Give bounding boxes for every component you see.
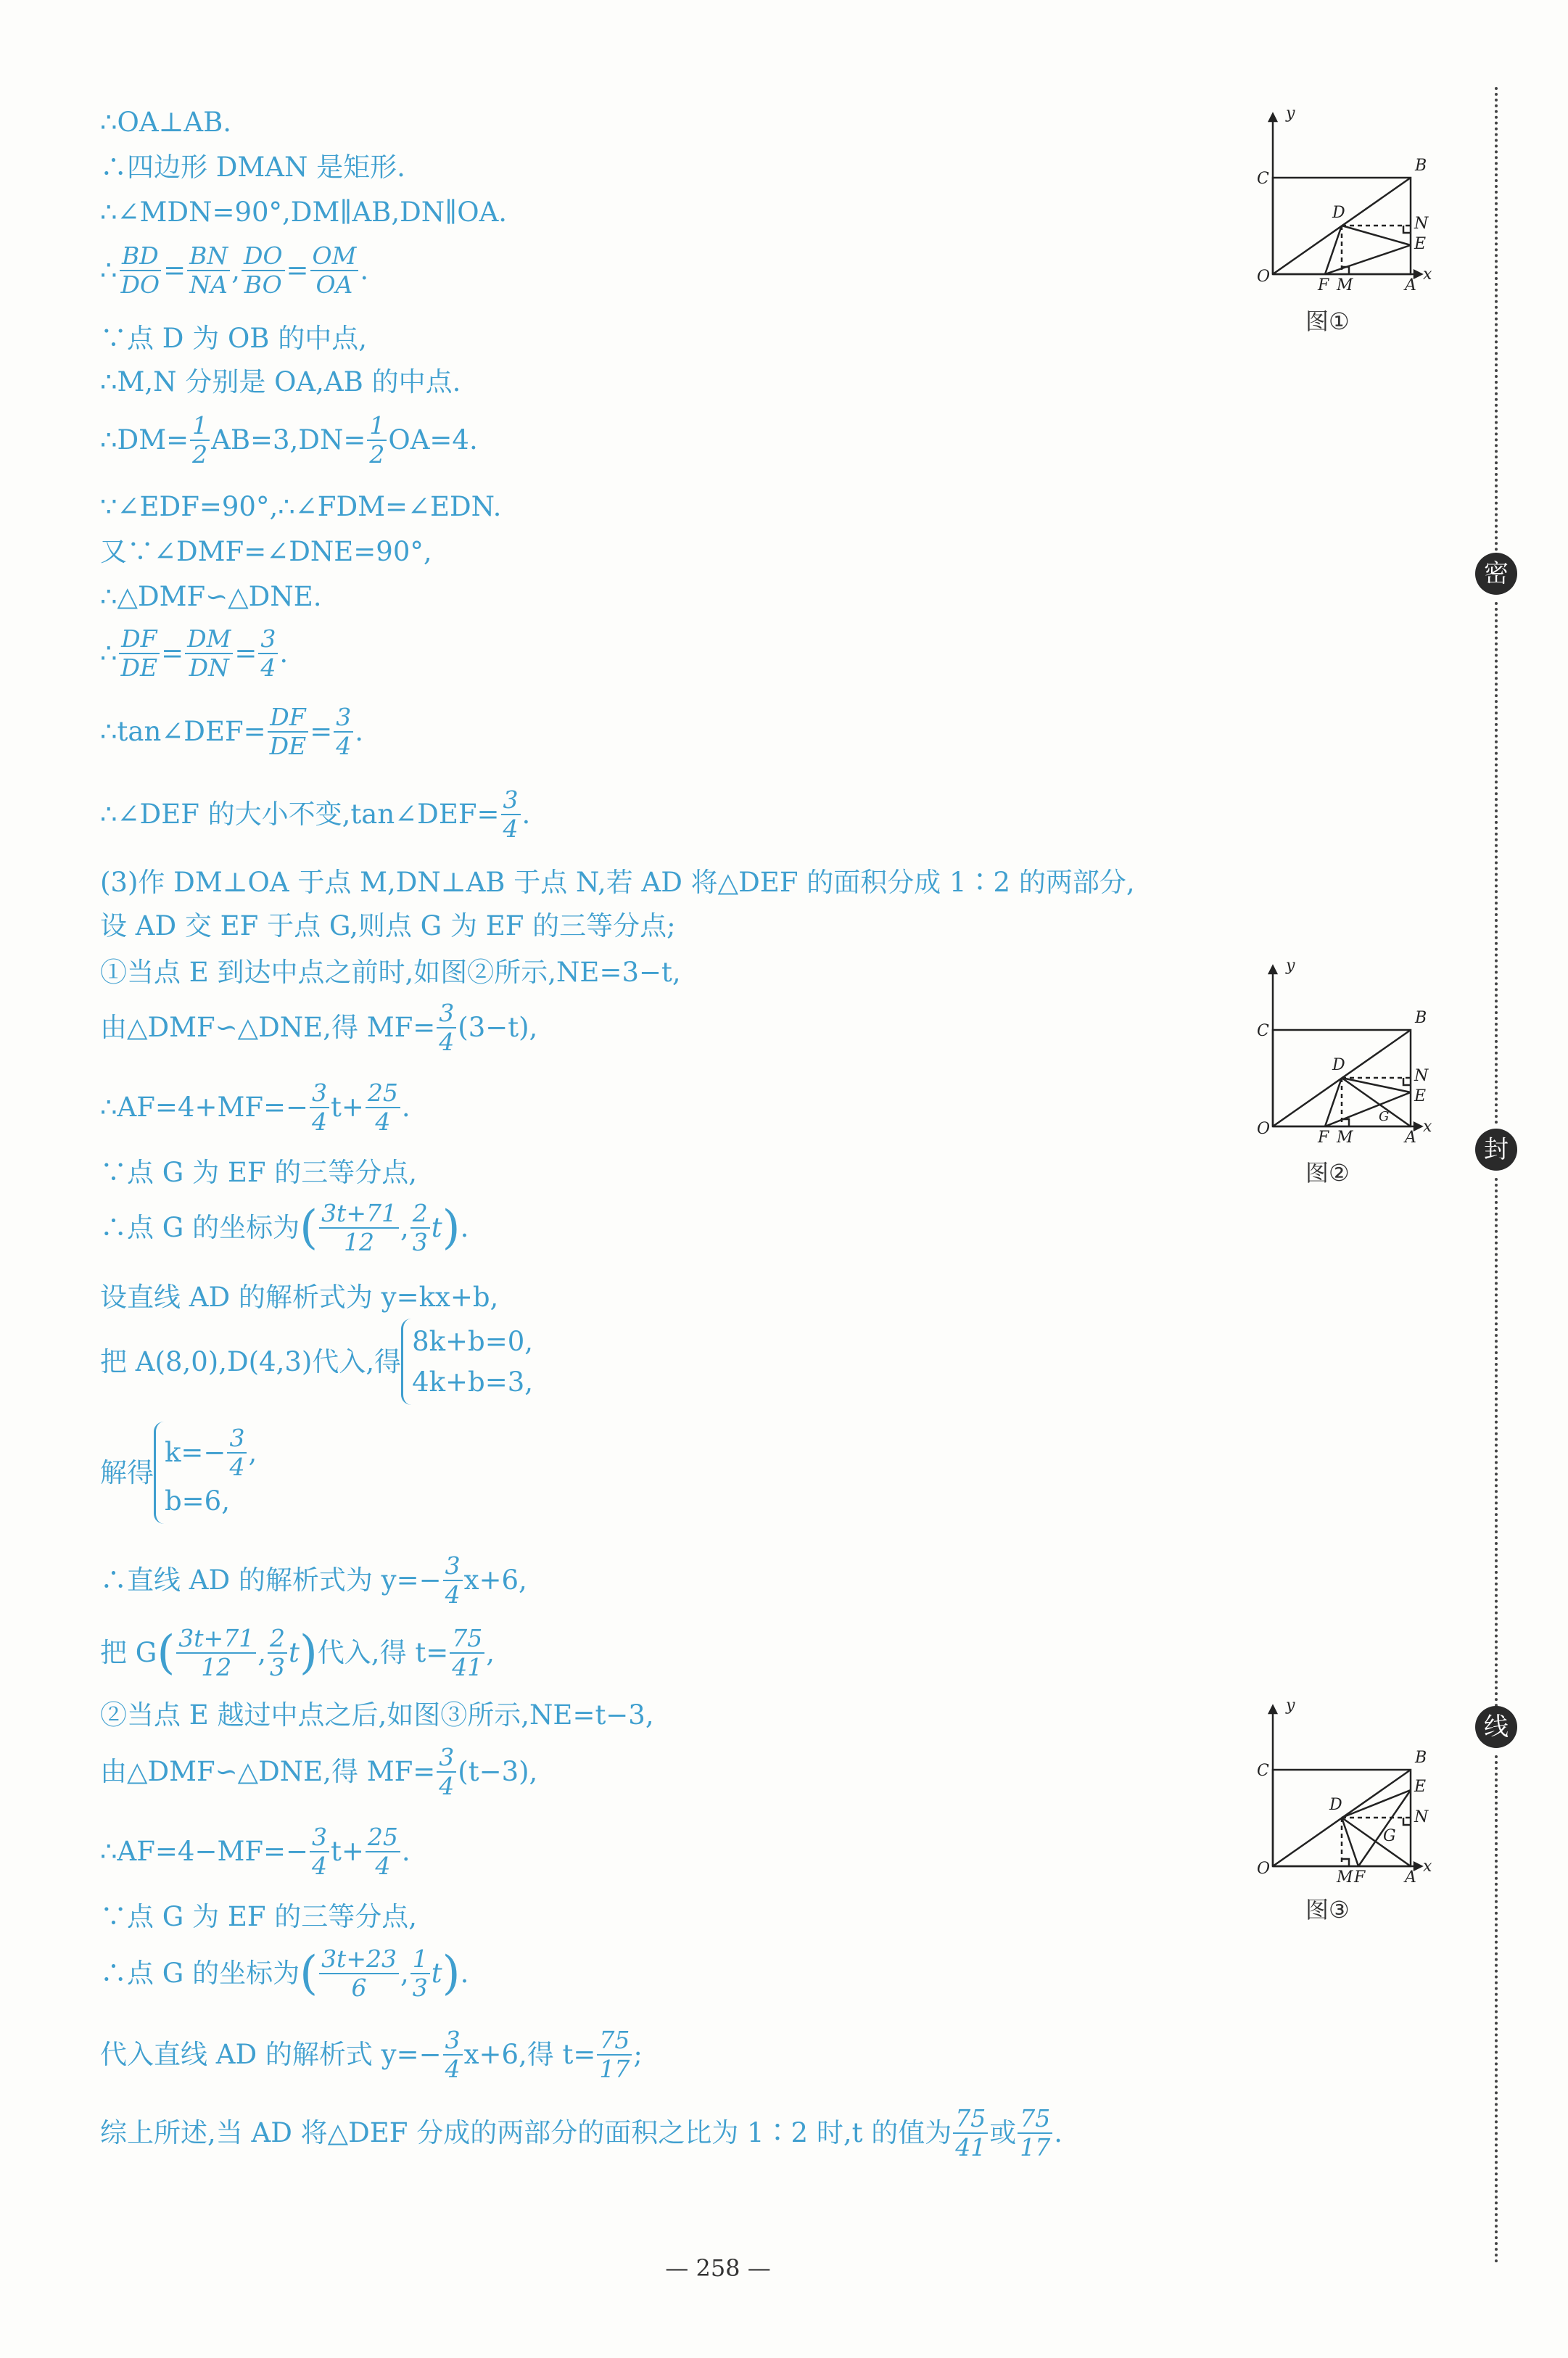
- text: OA=4.: [388, 424, 478, 456]
- text: t: [431, 1958, 442, 1990]
- fraction: $\frac{3}{4}$: [437, 999, 456, 1056]
- line-9: 又∵∠DMF=∠DNE=90°,: [100, 536, 432, 567]
- label-y: y: [1286, 957, 1295, 975]
- text: t+: [331, 1836, 364, 1868]
- label-E: E: [1414, 1087, 1427, 1105]
- equation: k=− $\frac{3}{4}$ ,: [165, 1424, 257, 1481]
- equation-system: [401, 1319, 533, 1405]
- line-1: ∴OA⊥AB.: [100, 107, 232, 138]
- fraction: $\frac{75}{17}$: [1018, 2105, 1052, 2161]
- fraction: $\frac{2}{3}$: [268, 1625, 287, 1681]
- label-A: A: [1405, 1868, 1416, 1886]
- right-paren: ): [442, 1946, 461, 2000]
- equation: 8k+b=0,: [412, 1326, 534, 1357]
- label-y: y: [1286, 105, 1295, 123]
- label-D: D: [1332, 1056, 1345, 1074]
- fraction: $\frac{3}{4}$: [443, 1552, 463, 1609]
- fraction: $\frac{DF}{DE}$: [268, 704, 309, 760]
- figure-1-diagram: [1244, 105, 1432, 294]
- text: ∴∠DEF 的大小不变,tan∠DEF=: [100, 799, 500, 830]
- text: ∴DM=: [100, 424, 189, 456]
- fraction: $\frac{3}{4}$: [310, 1079, 329, 1136]
- line-20: [100, 1200, 469, 1256]
- text: 综上所述,当 AD 将△DEF 分成的两部分的面积之比为 1∶2 时,t 的值为: [100, 2117, 952, 2149]
- line-11: [100, 625, 288, 682]
- figure-3-diagram: [1244, 1697, 1432, 1886]
- line-23: [100, 1422, 257, 1524]
- text: ,: [400, 1212, 409, 1244]
- fraction: $\frac{1}{2}$: [190, 412, 210, 469]
- text: .: [355, 716, 363, 748]
- label-B: B: [1415, 157, 1427, 175]
- fraction: $\frac{2}{3}$: [410, 1200, 430, 1256]
- fraction: $\frac{3t+23}{6}$: [319, 1945, 399, 2002]
- seal-mi: 密: [1475, 553, 1517, 595]
- label-C: C: [1257, 1022, 1269, 1040]
- line-22: [100, 1319, 533, 1405]
- text: .: [521, 799, 531, 830]
- label-x: x: [1423, 1858, 1432, 1876]
- line-25: [100, 1625, 495, 1681]
- text: ∴: [100, 255, 117, 286]
- line-15: 设 AD 交 EF 于点 G,则点 G 为 EF 的三等分点;: [100, 910, 676, 941]
- fraction: $\frac{BN}{NA}$: [187, 242, 230, 299]
- label-M: M: [1337, 276, 1353, 294]
- text: .: [460, 1212, 469, 1244]
- label-O: O: [1257, 1860, 1271, 1878]
- line-21: 设直线 AD 的解析式为 y=kx+b,: [100, 1282, 499, 1313]
- text: ,: [231, 255, 240, 286]
- label-B: B: [1415, 1749, 1427, 1767]
- fraction: $\frac{3t+71}{12}$: [176, 1625, 256, 1681]
- left-paren: (: [300, 1200, 318, 1255]
- text: ∴点 G 的坐标为: [100, 1958, 300, 1990]
- text: =: [161, 638, 184, 669]
- fraction: $\frac{BD}{DO}$: [120, 242, 160, 299]
- label-N: N: [1414, 215, 1429, 233]
- fraction: $\frac{DF}{DE}$: [119, 625, 160, 682]
- text: 代入直线 AD 的解析式 y=−: [100, 2039, 442, 2071]
- fraction: $\frac{1}{3}$: [410, 1945, 430, 2002]
- text: .: [401, 1092, 410, 1124]
- seal-xian: 线: [1475, 1706, 1517, 1748]
- line-32: [100, 2105, 1062, 2161]
- fraction: $\frac{25}{4}$: [366, 1823, 400, 1880]
- left-paren: (: [300, 1946, 318, 2000]
- text: t: [288, 1637, 300, 1669]
- fraction: $\frac{75}{41}$: [450, 1625, 484, 1681]
- fraction: $\frac{DO}{BO}$: [242, 242, 285, 299]
- text: ∴直线 AD 的解析式为 y=−: [100, 1565, 442, 1596]
- fraction: $\frac{3t+71}{12}$: [319, 1200, 399, 1256]
- text: x+6,: [463, 1565, 527, 1596]
- label-F: F: [1318, 276, 1329, 294]
- label-x: x: [1423, 265, 1432, 284]
- text: ,: [257, 1637, 266, 1669]
- figure-1: [1244, 105, 1432, 297]
- label-G: G: [1383, 1827, 1396, 1845]
- text: =: [310, 716, 333, 748]
- line-17: [100, 999, 537, 1056]
- text: ;: [633, 2039, 643, 2071]
- text: ∴AF=4−MF=−: [100, 1836, 309, 1868]
- figure-3: [1244, 1697, 1432, 1889]
- fraction: $\frac{3}{4}$: [443, 2027, 463, 2083]
- text: .: [1054, 2117, 1062, 2149]
- text: 解得: [100, 1457, 154, 1489]
- fraction: $\frac{25}{4}$: [366, 1079, 400, 1136]
- text: 由△DMF∽△DNE,得 MF=: [100, 1012, 436, 1044]
- text: .: [360, 255, 369, 286]
- line-4: [100, 242, 368, 299]
- right-paren: ): [442, 1200, 461, 1255]
- fraction: $\frac{75}{41}$: [953, 2105, 988, 2161]
- label-E: E: [1414, 1778, 1427, 1796]
- label-O: O: [1257, 1120, 1271, 1138]
- seal-feng: 封: [1475, 1129, 1517, 1171]
- label-O: O: [1257, 268, 1271, 286]
- line-16: ①当点 E 到达中点之前时,如图②所示,NE=3−t,: [100, 957, 681, 988]
- text: ∴: [100, 638, 117, 669]
- fraction: $\frac{3}{4}$: [258, 625, 278, 682]
- text: x+6,得 t=: [463, 2039, 596, 2071]
- binding-line-segment: [1495, 1178, 1498, 1707]
- text: (3−t),: [458, 1012, 538, 1044]
- line-24: [100, 1552, 527, 1609]
- fraction: $\frac{3}{4}$: [437, 1744, 456, 1800]
- label-F: F: [1318, 1129, 1329, 1146]
- text: (t−3),: [458, 1756, 538, 1788]
- line-28: [100, 1823, 410, 1880]
- figure-2: [1244, 957, 1432, 1149]
- binding-line-segment: [1495, 602, 1498, 1124]
- label-C: C: [1257, 1762, 1269, 1780]
- text: ,: [486, 1637, 495, 1669]
- equation: 4k+b=3,: [412, 1366, 534, 1398]
- binding-line-segment: [1495, 1755, 1498, 2263]
- text: t+: [331, 1092, 364, 1124]
- label-N: N: [1414, 1808, 1429, 1826]
- left-paren: (: [157, 1625, 176, 1680]
- label-C: C: [1257, 170, 1269, 188]
- text: .: [460, 1958, 469, 1990]
- line-29: ∵点 G 为 EF 的三等分点,: [100, 1901, 418, 1932]
- figure-2-caption: 图②: [1305, 1159, 1350, 1187]
- line-10: ∴△DMF∽△DNE.: [100, 581, 322, 612]
- fraction: $\frac{75}{17}$: [597, 2027, 632, 2083]
- line-2: ∴四边形 DMAN 是矩形.: [100, 152, 405, 183]
- line-7: [100, 412, 478, 469]
- line-13: [100, 786, 530, 843]
- fraction: $\frac{3}{4}$: [501, 786, 521, 843]
- label-G: G: [1379, 1109, 1390, 1124]
- fraction: $\frac{3}{4}$: [334, 704, 353, 760]
- text: ∴点 G 的坐标为: [100, 1212, 300, 1244]
- text: ∴tan∠DEF=: [100, 716, 266, 748]
- equation: b=6,: [165, 1485, 230, 1517]
- page-number: — 258 —: [665, 2254, 771, 2282]
- line-12: [100, 704, 363, 760]
- text: =: [234, 638, 257, 669]
- text: ∴AF=4+MF=−: [100, 1092, 309, 1124]
- line-27: [100, 1744, 537, 1800]
- line-30: [100, 1945, 469, 2002]
- label-M: M: [1337, 1129, 1353, 1146]
- line-6: ∴M,N 分别是 OA,AB 的中点.: [100, 366, 461, 397]
- text: 由△DMF∽△DNE,得 MF=: [100, 1756, 436, 1788]
- label-y: y: [1286, 1697, 1295, 1715]
- line-26: ②当点 E 越过中点之后,如图③所示,NE=t−3,: [100, 1699, 654, 1731]
- line-3: ∴∠MDN=90°,DM∥AB,DN∥OA.: [100, 197, 508, 228]
- fraction: $\frac{OM}{OA}$: [310, 242, 359, 299]
- text: ,: [400, 1958, 409, 1990]
- text: 或: [989, 2117, 1017, 2149]
- label-D: D: [1332, 204, 1345, 222]
- label-x: x: [1423, 1118, 1432, 1136]
- text: .: [401, 1836, 410, 1868]
- label-A: A: [1405, 276, 1416, 294]
- line-19: ∵点 G 为 EF 的三等分点,: [100, 1157, 418, 1188]
- text: 把 G: [100, 1637, 157, 1669]
- text: .: [279, 638, 289, 669]
- text: =: [286, 255, 309, 286]
- label-N: N: [1414, 1067, 1429, 1085]
- text: AB=3,DN=: [211, 424, 366, 456]
- label-E: E: [1414, 235, 1427, 253]
- text: t: [431, 1212, 442, 1244]
- fraction: $\frac{1}{2}$: [367, 412, 387, 469]
- fraction: $\frac{3}{4}$: [310, 1823, 329, 1880]
- line-8: ∵∠EDF=90°,∴∠FDM=∠EDN.: [100, 491, 502, 522]
- text: 把 A(8,0),D(4,3)代入,得: [100, 1346, 402, 1377]
- label-D: D: [1329, 1796, 1342, 1814]
- fraction: $\frac{DM}{DN}$: [185, 625, 233, 682]
- line-31: [100, 2027, 643, 2083]
- text: 代入,得 t=: [317, 1637, 449, 1669]
- right-paren: ): [299, 1625, 318, 1680]
- label-B: B: [1415, 1009, 1427, 1027]
- text: =: [163, 255, 186, 286]
- equation-system: [154, 1422, 257, 1524]
- label-M: M: [1337, 1868, 1353, 1886]
- binding-line-segment: [1495, 87, 1498, 551]
- figure-1-caption: 图①: [1305, 308, 1350, 335]
- label-A: A: [1405, 1129, 1416, 1146]
- line-18: [100, 1079, 410, 1136]
- figure-2-diagram: [1244, 957, 1432, 1146]
- label-F: F: [1354, 1868, 1366, 1886]
- line-5: ∵点 D 为 OB 的中点,: [100, 323, 367, 354]
- line-14: (3)作 DM⊥OA 于点 M,DN⊥AB 于点 N,若 AD 将△DEF 的面积分成 1∶2 的两部分,: [100, 867, 1135, 898]
- figure-3-caption: 图③: [1305, 1896, 1350, 1924]
